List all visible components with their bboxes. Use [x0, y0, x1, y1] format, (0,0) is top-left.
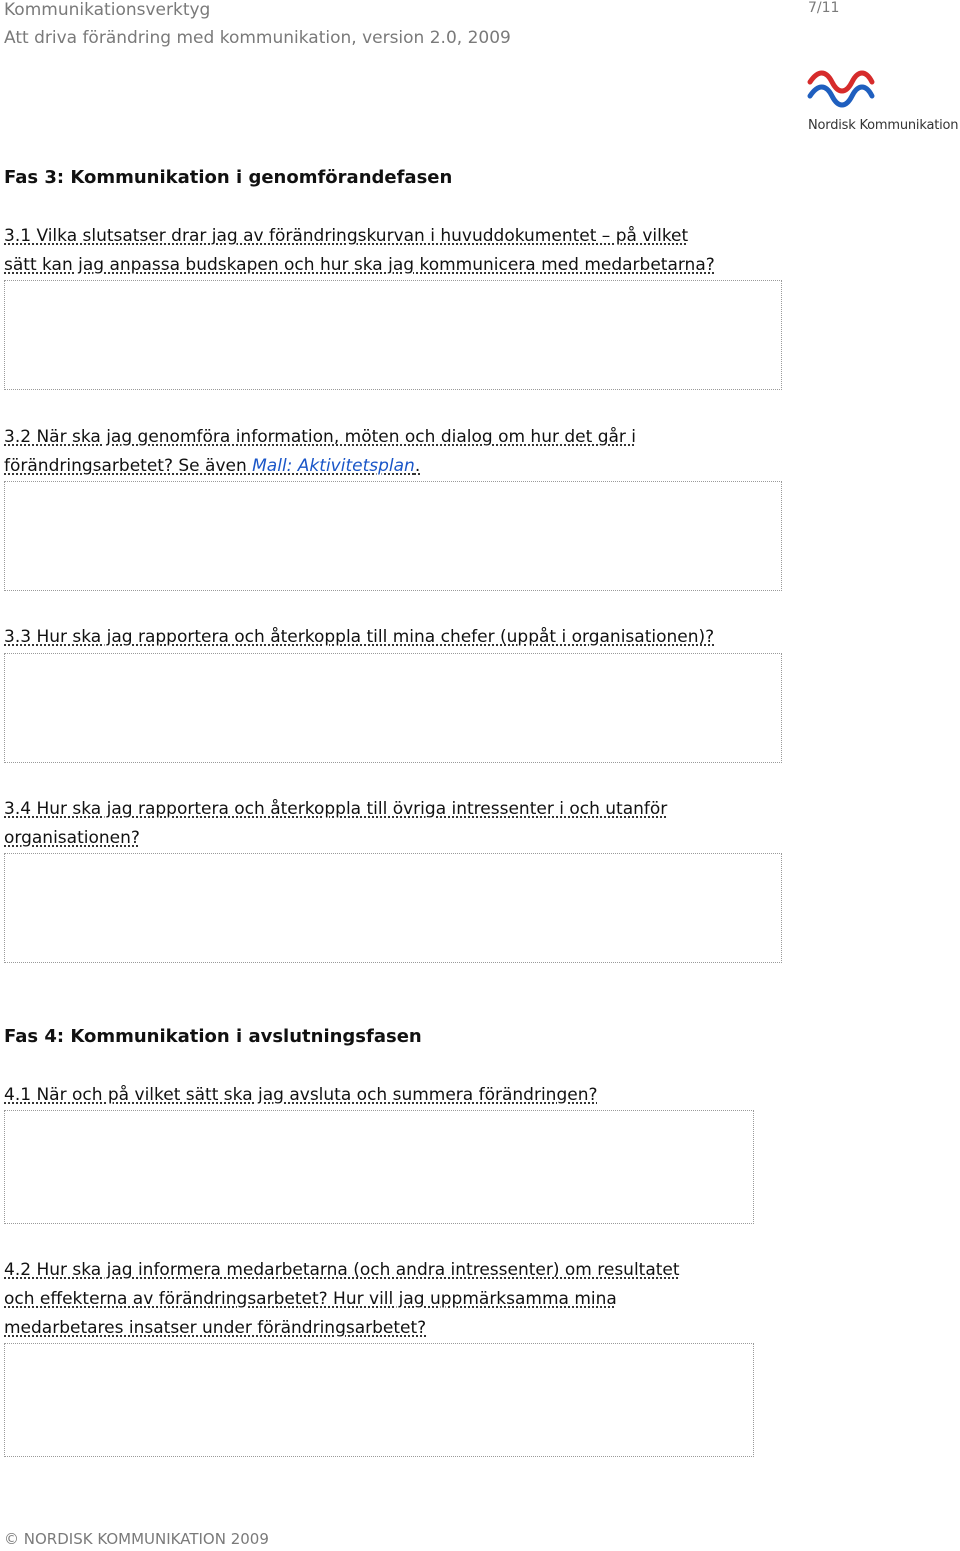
question-3-2-line-2-suffix: .: [414, 456, 421, 476]
question-3-3-line-1: 3.3 Hur ska jag rapportera och återkoppla till mina chefer (uppåt i organisationen)?: [4, 627, 715, 647]
answer-field-4-2[interactable]: [4, 1343, 754, 1457]
question-3-2-line-1: 3.2 När ska jag genomföra information, möten och dialog om hur det går i: [4, 427, 637, 447]
question-3-2-line-2-prefix: förändringsarbetet? Se även: [4, 456, 253, 476]
document-subtitle: Att driva förändring med kommunikation, version 2.0, 2009: [4, 28, 511, 48]
logo-text: Nordisk Kommunikation: [808, 118, 959, 133]
answer-field-3-3[interactable]: [4, 653, 782, 763]
copyright-footer: © NORDISK KOMMUNIKATION 2009: [4, 1530, 269, 1548]
answer-field-3-2[interactable]: [4, 481, 782, 591]
question-4-2: [4, 1256, 680, 1343]
question-3-1-line-2: sätt kan jag anpassa budskapen och hur ska jag kommunicera med medarbetarna?: [4, 255, 715, 275]
answer-field-4-1[interactable]: [4, 1110, 754, 1224]
aktivitetsplan-link[interactable]: Mall: Aktivitetsplan: [252, 456, 415, 476]
question-4-2-line-2: och effekterna av förändringsarbetet? Hur vill jag uppmärksamma mina: [4, 1289, 617, 1309]
question-3-1-line-1: 3.1 Vilka slutsatser drar jag av förändringskurvan i huvuddokumentet – på vilket: [4, 226, 689, 246]
phase-3-heading: Fas 3: Kommunikation i genomförandefasen: [4, 167, 453, 188]
question-3-3: [4, 623, 714, 652]
question-3-2: [4, 423, 636, 481]
question-3-4-line-2: organisationen?: [4, 828, 140, 848]
question-4-1-line-1: 4.1 När och på vilket sätt ska jag avsluta och summera förändringen?: [4, 1085, 598, 1105]
page-number: 7/11: [808, 0, 840, 16]
question-4-2-line-3: medarbetares insatser under förändringsarbetet?: [4, 1318, 427, 1338]
question-4-2-line-1: 4.2 Hur ska jag informera medarbetarna (och andra intressenter) om resultatet: [4, 1260, 680, 1280]
answer-field-3-4[interactable]: [4, 853, 782, 963]
question-3-4: [4, 795, 667, 853]
question-3-4-line-1: 3.4 Hur ska jag rapportera och återkoppla till övriga intressenter i och utanför: [4, 799, 668, 819]
question-3-1: [4, 222, 715, 280]
question-3-2-line-2: [4, 452, 636, 481]
document-title: Kommunikationsverktyg: [4, 0, 211, 20]
answer-field-3-1[interactable]: [4, 280, 782, 390]
question-4-1: [4, 1081, 598, 1110]
phase-4-heading: Fas 4: Kommunikation i avslutningsfasen: [4, 1026, 422, 1047]
